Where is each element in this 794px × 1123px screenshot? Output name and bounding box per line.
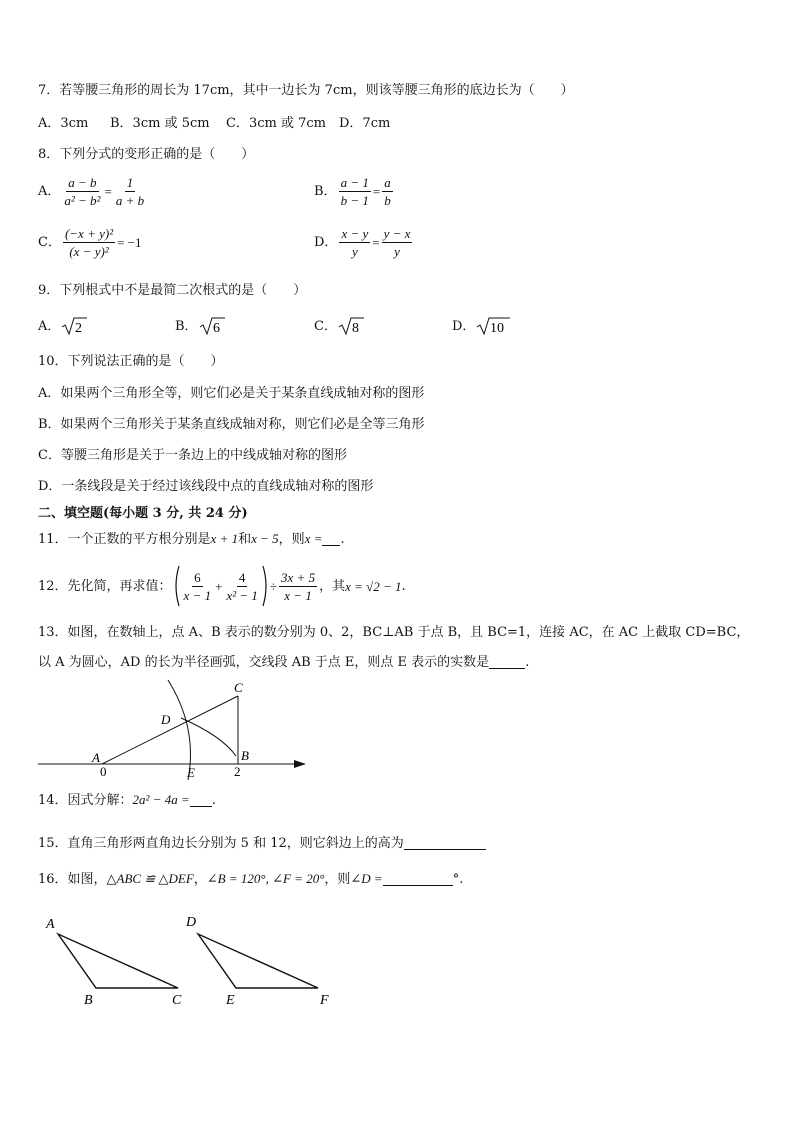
q8-c-result: = −1 [117, 234, 142, 250]
svg-text:F: F [320, 993, 329, 1008]
q9-stem: 9．下列根式中不是最简二次根式的是（ ） [38, 283, 307, 298]
svg-text:E: E [187, 765, 195, 780]
q8-b-left-fraction: $\frac{a - 1}{b - 1}$ [340, 174, 369, 208]
q8-c-label: C． [38, 234, 61, 250]
svg-text:0: 0 [100, 764, 107, 779]
q8-b-label: B． [314, 183, 337, 199]
q8-stem: 8．下列分式的变形正确的是（ ） [38, 147, 255, 162]
svg-text:B: B [241, 748, 249, 763]
q15: 15．直角三角形两直角边长分别为 5 和 12，则它斜边上的高为 [38, 837, 486, 850]
q8-option-d: D． $\frac{x - y}{y}$ = $\frac{y - x}{y}$ [314, 225, 411, 259]
q12-fraction-2: $\frac{4}{\text{x² − 1}}$ [226, 569, 258, 603]
q8-a-right-fraction: $\frac{1}{a + b}$ [115, 174, 145, 208]
triangle-abc [58, 934, 178, 988]
svg-text:10: 10 [490, 321, 505, 336]
section-title: 二、填空题(每小题 3 分, 共 24 分) [38, 506, 248, 521]
svg-text:A: A [46, 917, 55, 932]
q8-c-fraction: $\frac{\text{(−x + y)²}}{\text{(x − y)²}}$ [64, 225, 114, 259]
svg-text:2: 2 [75, 321, 83, 336]
q16: 16．如图，△ABC ≌ △DEF，∠B = 120°, ∠F = 20°，则∠D = °. [38, 871, 464, 887]
svg-text:C: C [172, 993, 182, 1008]
svg-text:2: 2 [234, 764, 241, 779]
q10-option-b: B．如果两个三角形关于某条直线成轴对称，则它们必是全等三角形 [38, 417, 425, 432]
svg-text:D: D [161, 712, 171, 727]
answer-blank[interactable] [383, 873, 453, 886]
q10-option-a: A．如果两个三角形全等，则它们必是关于某条直线成轴对称的图形 [38, 386, 425, 401]
svg-text:E: E [226, 993, 235, 1008]
svg-text:6: 6 [212, 321, 220, 336]
q9-option-d: D． 10 [452, 316, 511, 336]
svg-text:A: A [92, 750, 100, 765]
svg-text:8: 8 [351, 321, 359, 336]
q10-option-d: D．一条线段是关于经过该线段中点的直线成轴对称的图形 [38, 479, 374, 494]
answer-blank[interactable] [404, 837, 486, 850]
q14: 14．因式分解：2a² − 4a = . [38, 792, 216, 808]
q11: 11．一个正数的平方根分别是x + 1和x − 5，则x = . [38, 531, 345, 547]
q8-d-left-fraction: $\frac{x - y}{y}$ [341, 225, 369, 259]
q8-a-label: A． [38, 183, 61, 199]
q8-d-label: D． [314, 234, 338, 250]
right-paren-icon [262, 565, 270, 607]
q8-b-right-fraction: $\frac{a}{b}$ [384, 174, 391, 208]
q8-a-left-fraction: $\frac{a - b}{\text{a² − b²}}$ [64, 174, 101, 208]
arrow-icon [294, 760, 306, 768]
sqrt-icon [60, 316, 88, 336]
q13-number-line-figure [38, 678, 310, 782]
q13-line1: 13．如图，在数轴上，点 A、B 表示的数分别为 0、2，BC⊥AB 于点 B，且 BC=1，连接 AC，在 AC 上截取 CD=BC， [38, 625, 750, 640]
q8-d-right-fraction: $\frac{y - x}{y}$ [383, 225, 411, 259]
svg-text:B: B [84, 993, 93, 1008]
q12-fraction-3: $\frac{3x + 5}{x - 1}$ [281, 569, 316, 603]
sqrt-icon [337, 316, 365, 336]
triangle-def [198, 934, 318, 988]
q10-option-c: C．等腰三角形是关于一条边上的中线成轴对称的图形 [38, 448, 347, 463]
svg-text:D: D [186, 915, 197, 930]
q13-line2: 以 A 为圆心，AD 的长为半径画弧，交线段 AB 于点 E，则点 E 表示的实数是 . [38, 655, 530, 670]
q8-option-c [38, 220, 142, 264]
q10-stem: 10．下列说法正确的是（ ） [38, 354, 224, 369]
q8-option-b: B． $\frac{a - 1}{b - 1}$ = $\frac{a}{b}$ [314, 174, 391, 208]
q7-option-c: C．3cm 或 7cm [226, 116, 326, 131]
sqrt-icon [198, 316, 226, 336]
q16-triangles-figure [38, 908, 338, 1012]
answer-blank[interactable] [489, 656, 525, 669]
sqrt-icon [475, 316, 511, 336]
q7-option-a: A．3cm [38, 116, 89, 131]
q7-stem: 7．若等腰三角形的周长为 17cm，其中一边长为 7cm，则该等腰三角形的底边长为（ ） [38, 83, 574, 98]
q12-fraction-1: $\frac{6}{x - 1}$ [183, 569, 212, 603]
svg-text:C: C [234, 680, 243, 695]
q9-option-a: A． 2 [38, 316, 88, 336]
answer-blank[interactable] [322, 533, 340, 546]
answer-blank[interactable] [190, 794, 212, 807]
q9-option-b: B． 6 [175, 316, 226, 336]
q7-option-d: D．7cm [339, 116, 391, 131]
left-paren-icon [172, 565, 180, 607]
q8-option-a: A． $\frac{a - b}{\text{a² − b²}}$ = $\frac{1}{a + b}$ [38, 174, 145, 208]
q7-option-b: B．3cm 或 5cm [110, 116, 210, 131]
q12: 12．先化简，再求值： $\frac{6}{x - 1}$ + $\frac{4}{\text{x² − 1}}$ ÷ $\frac{3x + 5}{x - 1}$ ，其 x = √2 − 1 . [38, 564, 406, 608]
q9-option-c: C． 8 [314, 316, 365, 336]
